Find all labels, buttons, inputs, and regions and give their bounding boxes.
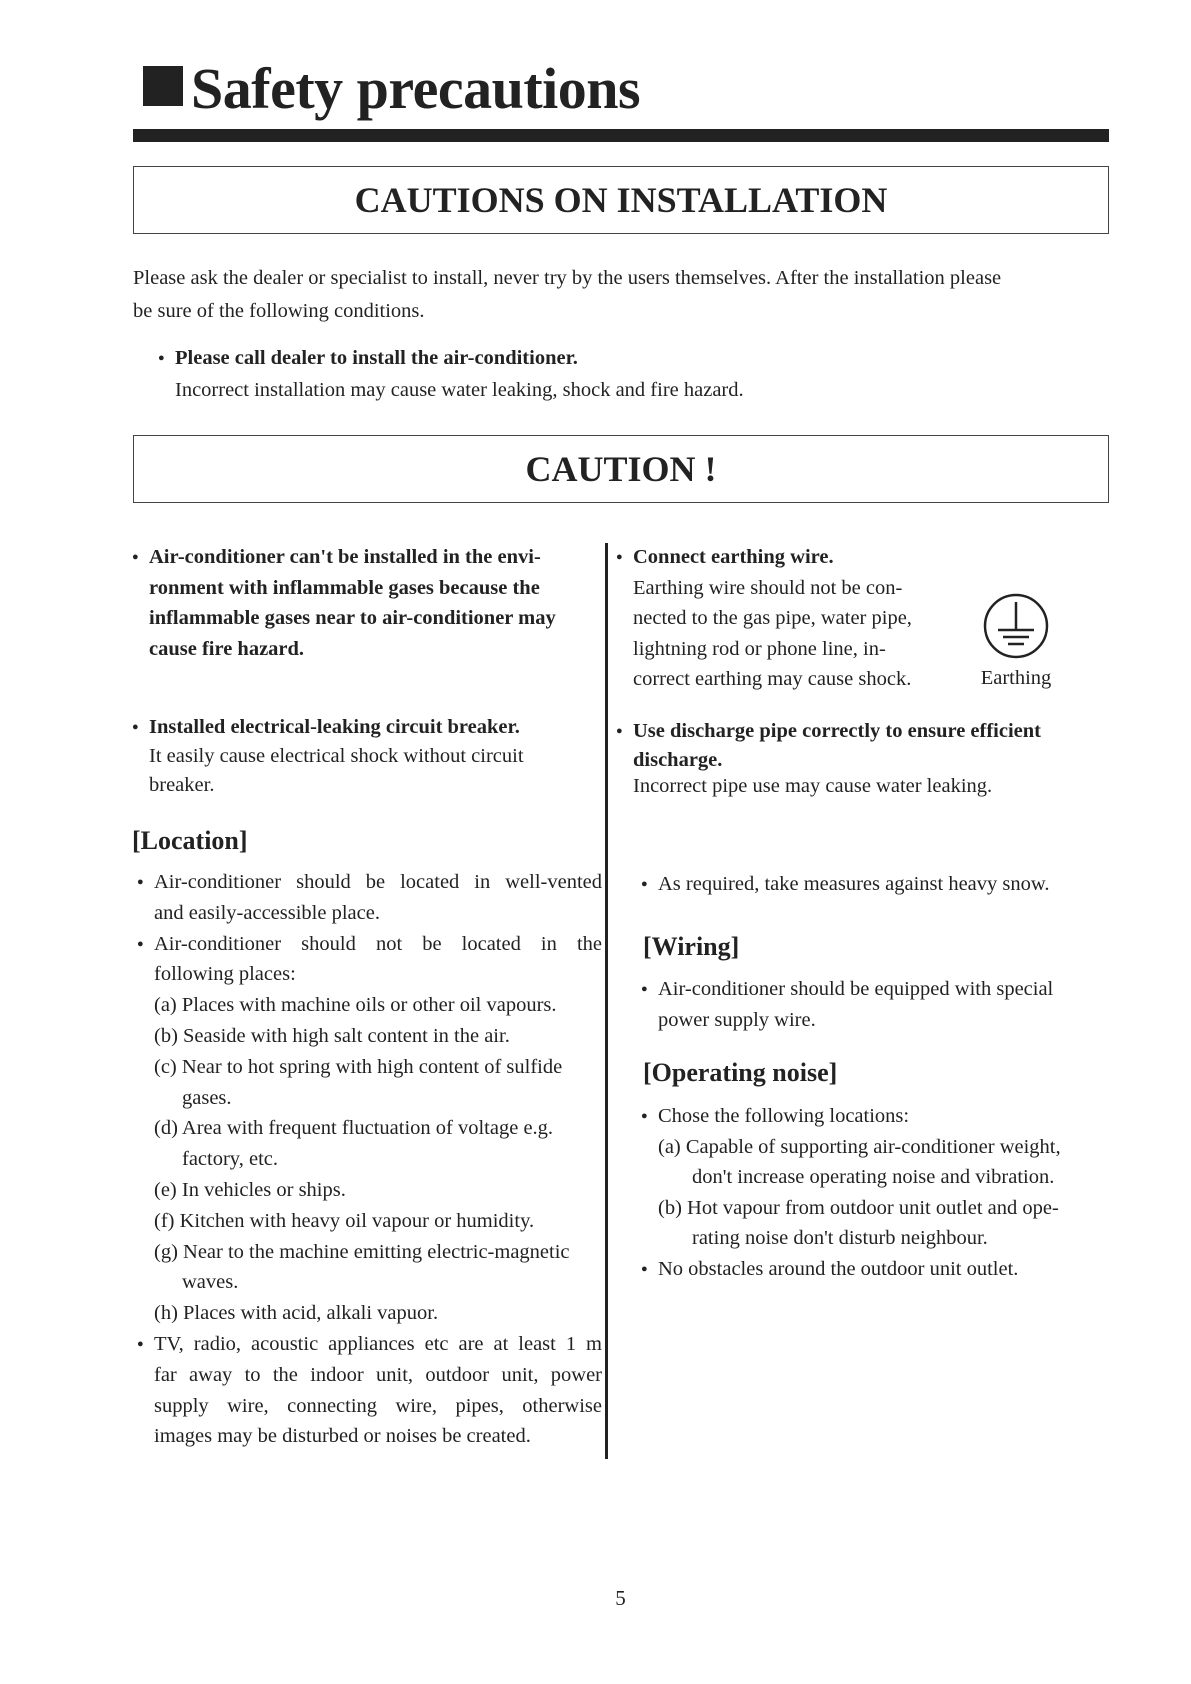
list-item: (a) Capable of supporting air-conditioner weight, don't increase operating noise and vibration. <box>658 1135 1061 1188</box>
page-title: Safety precautions <box>143 54 640 124</box>
ground-icon <box>970 590 1062 662</box>
operating-noise-heading: [Operating noise] <box>643 1058 838 1087</box>
list-item: ● TV, radio, acoustic appliances etc are at least 1 m far away to the indoor unit, outdoor unit, power supply wire, connecting wire, pipes, otherwise images may be disturbed or noises be created. <box>137 1329 602 1452</box>
title-rule <box>133 129 1109 142</box>
inflammable-gas-item: ● Air-conditioner can't be installed in the envi- ronment with inflammable gases because the inflammable gases near to air-conditioner may cause fire hazard. <box>132 542 602 664</box>
list-item: (e) In vehicles or ships. <box>154 1178 346 1201</box>
list-item: (c) Near to hot spring with high content of sulfide gases. <box>154 1055 563 1109</box>
square-bullet-icon <box>143 66 183 106</box>
list-item: (b) Seaside with high salt content in the air. <box>154 1024 510 1047</box>
list-item: (h) Places with acid, alkali vapuor. <box>154 1302 439 1325</box>
list-item: ● Air-conditioner should be located in well-vented and easily-accessible place. <box>137 867 602 929</box>
operating-noise-list <box>641 1101 1111 1284</box>
places-list <box>137 990 602 1329</box>
circuit-breaker-item: ● Installed electrical-leaking circuit breaker. It easily cause electrical shock without circuit breaker. <box>132 713 602 800</box>
discharge-pipe-item: ● Use discharge pipe correctly to ensure efficient discharge. Incorrect pipe use may cause water leaking. <box>616 716 1086 798</box>
column-divider <box>605 543 608 1459</box>
snow-item: ● As required, take measures against heavy snow. <box>641 868 1101 901</box>
list-item: (g) Near to the machine emitting electric-magnetic waves. <box>154 1240 570 1294</box>
page-number: 5 <box>615 1586 626 1610</box>
earthing-symbol <box>970 590 1062 690</box>
intro-paragraph: Please ask the dealer or specialist to install, never try by the users themselves. After the installation please be sure of the following conditions. <box>133 267 1002 322</box>
cautions-installation-heading: CAUTIONS ON INSTALLATION <box>133 166 1109 234</box>
earthing-caption: Earthing <box>980 667 1052 689</box>
list-item: ● Air-conditioner should not be located in the following places: <box>137 929 602 991</box>
location-list <box>137 867 602 1452</box>
wiring-item: ● Air-conditioner should be equipped with special power supply wire. <box>641 974 1101 1036</box>
caution-heading: CAUTION ! <box>133 435 1109 503</box>
dealer-bullet: ● Please call dealer to install the air-conditioner. Incorrect installation may cause water leaking, shock and fire hazard. <box>158 342 1058 406</box>
list-item: (a) Places with machine oils or other oil vapours. <box>154 994 557 1017</box>
list-item: (f) Kitchen with heavy oil vapour or humidity. <box>154 1209 535 1232</box>
list-item: ● No obstacles around the outdoor unit outlet. <box>641 1254 1111 1285</box>
earthing-item: ● Connect earthing wire. Earthing wire should not be con- nected to the gas pipe, water pipe, lightning rod or phone line, in- correct earthing may cause shock. <box>616 542 946 695</box>
wiring-heading: [Wiring] <box>643 932 740 961</box>
location-heading: [Location] <box>132 826 248 855</box>
list-item: (d) Area with frequent fluctuation of voltage e.g. factory, etc. <box>154 1117 554 1171</box>
list-item: ● Chose the following locations: (a) Capable of supporting air-conditioner weight, don't increase operating noise and vibration. (b) Hot vapour from outdoor unit outlet and ope- rating noise don't disturb neighbour. <box>641 1101 1111 1254</box>
list-item: (b) Hot vapour from outdoor unit outlet and ope- rating noise don't disturb neighbour. <box>658 1196 1059 1249</box>
